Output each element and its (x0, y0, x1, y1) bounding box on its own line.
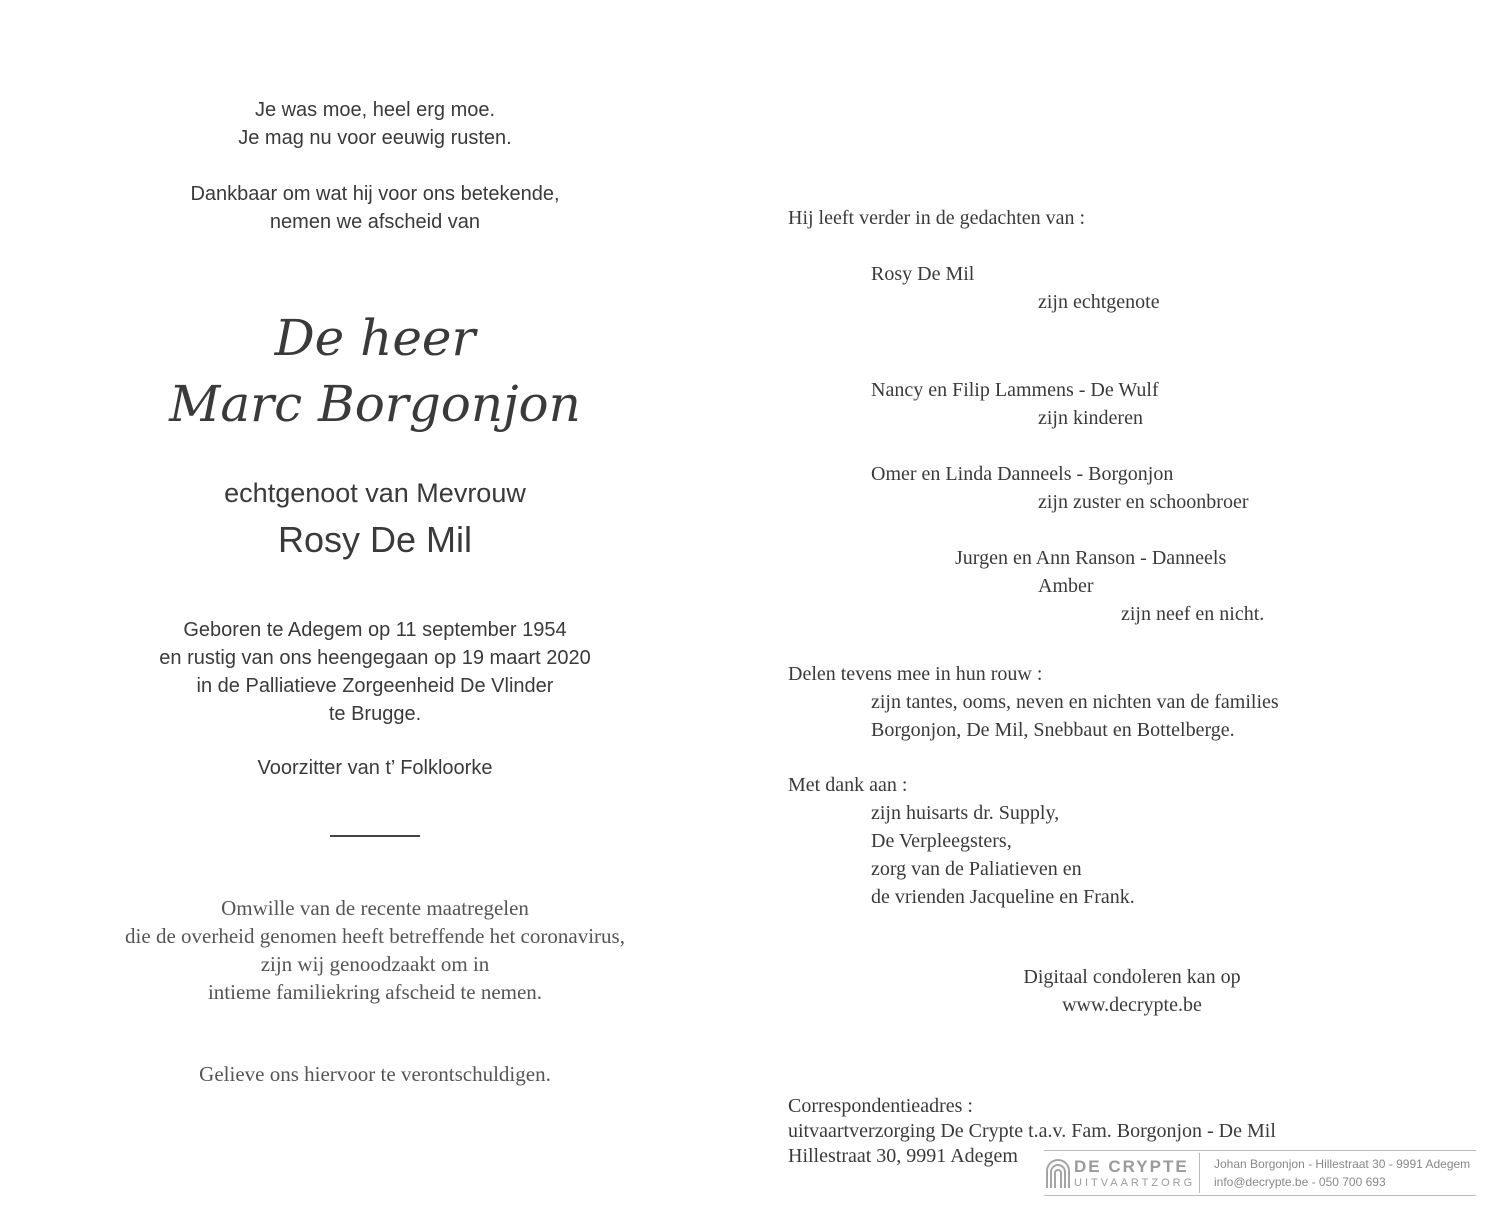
spouse-intro: echtgenoot van Mevrouw (224, 478, 526, 508)
family-wife-relation: zijn echtgenote (1038, 291, 1160, 313)
birth-death-details (60, 616, 690, 728)
memory-intro: Hij leeft verder in de gedachten van : (788, 207, 1086, 229)
condolence-url[interactable]: www.decrypte.be (1062, 994, 1202, 1016)
thanks-line-4: de vrienden Jacqueline en Frank. (871, 886, 1135, 908)
farewell-line-1: Dankbaar om wat hij voor ons betekende, (190, 183, 560, 205)
farewell-intro (60, 180, 690, 236)
corona-line-4: intieme familiekring afscheid te nemen. (207, 980, 543, 1004)
role: Voorzitter van t’ Folkloorke (257, 757, 493, 779)
family-nephew-relation: zijn neef en nicht. (1121, 603, 1265, 625)
poem-line-2: Je mag nu voor eeuwig rusten. (238, 127, 512, 149)
family-nephew-name: Jurgen en Ann Ranson - Danneels (955, 547, 1227, 569)
thanks-line-2: De Verpleegsters, (871, 830, 1012, 852)
address-label: Correspondentieadres : (788, 1095, 973, 1117)
corona-line-3: zijn wij genoodzaakt om in (260, 952, 490, 976)
born-line-2: en rustig van ons heengegaan op 19 maart 2020 (159, 647, 591, 669)
divider (330, 835, 420, 837)
arch-logo-icon (1046, 1159, 1070, 1189)
share-intro: Delen tevens mee in hun rouw : (788, 663, 1043, 685)
family-wife-name: Rosy De Mil (871, 263, 975, 285)
address-line-2: Hillestraat 30, 9991 Adegem (788, 1145, 1018, 1167)
brand-name: DE CRYPTE (1074, 1157, 1189, 1176)
spouse-name: Rosy De Mil (277, 519, 473, 560)
corona-notice (60, 894, 690, 1006)
deceased-title: De heer (274, 309, 476, 367)
poem-line-1: Je was moe, heel erg moe. (254, 99, 496, 121)
thanks-intro: Met dank aan : (788, 774, 908, 796)
family-kids-name: Nancy en Filip Lammens - De Wulf (871, 379, 1159, 401)
share-line-2: Borgonjon, De Mil, Snebbaut en Bottelberge. (871, 719, 1235, 741)
family-kids-relation: zijn kinderen (1038, 407, 1143, 429)
family-sister-relation: zijn zuster en schoonbroer (1038, 491, 1249, 513)
share-line-1: zijn tantes, ooms, neven en nichten van de families (871, 691, 1279, 713)
corona-line-2: die de overheid genomen heeft betreffende het coronavirus, (125, 924, 625, 948)
apology: Gelieve ons hiervoor te verontschuldigen. (199, 1062, 551, 1086)
brand-contact-address: Johan Borgonjon - Hillestraat 30 - 9991 Adegem (1214, 1157, 1471, 1171)
born-line-1: Geboren te Adegem op 11 september 1954 (183, 619, 567, 641)
address-line-1: uitvaartverzorging De Crypte t.a.v. Fam. Borgonjon - De Mil (788, 1120, 1276, 1142)
family-sister-name: Omer en Linda Danneels - Borgonjon (871, 463, 1174, 485)
deceased-name: Marc Borgonjon (169, 375, 581, 433)
brand-contact-email-phone: info@decrypte.be - 050 700 693 (1214, 1175, 1386, 1189)
brand-subtitle: UITVAARTZORG (1074, 1177, 1196, 1189)
born-line-4: te Brugge. (328, 703, 422, 725)
condolence-line-1: Digitaal condoleren kan op (1023, 966, 1241, 988)
family-nephew-child: Amber (1038, 575, 1094, 597)
farewell-line-2: nemen we afscheid van (269, 211, 481, 233)
thanks-line-1: zijn huisarts dr. Supply, (871, 802, 1060, 824)
logo-separator (1199, 1153, 1200, 1193)
corona-line-1: Omwille van de recente maatregelen (221, 896, 529, 920)
funeral-home-logo (1044, 1150, 1476, 1196)
born-line-3: in de Palliatieve Zorgeenheid De Vlinder (196, 675, 554, 697)
thanks-line-3: zorg van de Paliatieven en (871, 858, 1082, 880)
poem (60, 96, 690, 152)
